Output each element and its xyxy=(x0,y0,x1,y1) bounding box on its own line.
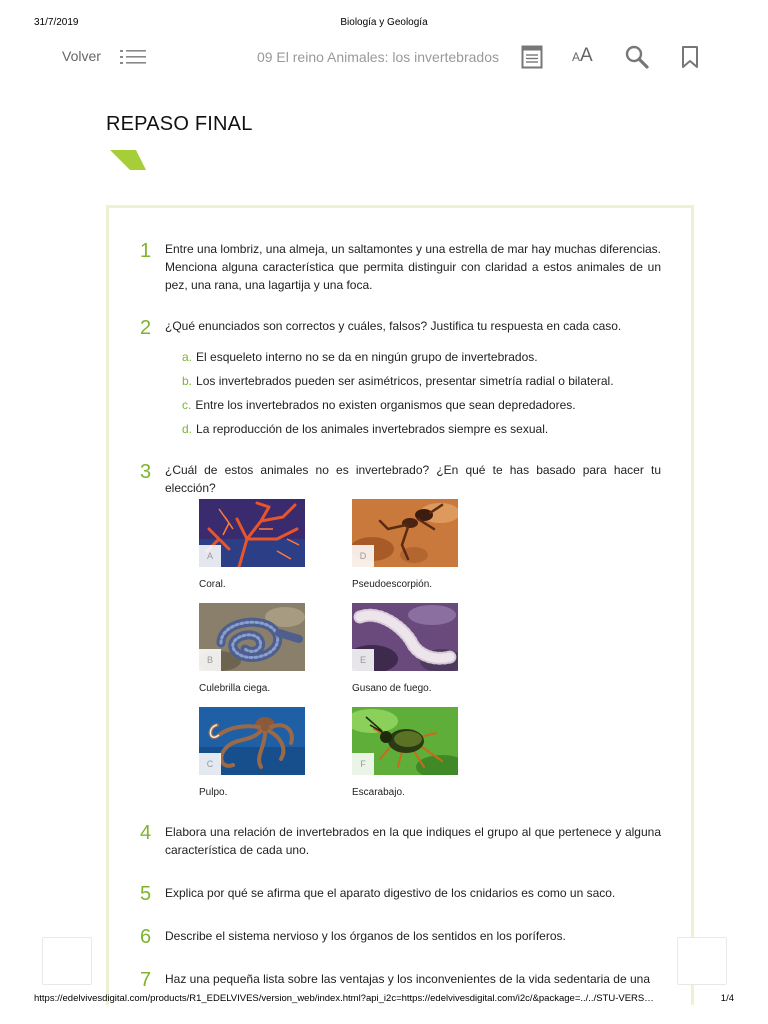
blind-worm-lizard-photo xyxy=(199,603,305,671)
photo-letter: D xyxy=(352,545,374,567)
photo-letter: B xyxy=(199,649,221,671)
print-title: Biología y Geología xyxy=(340,17,428,28)
question-text: Elabora una relación de invertebrados en la que indiques el grupo al que pertenece y alguna característica de cada uno. xyxy=(165,825,661,857)
question-text: ¿Cuál de estos animales no es invertebrado? ¿En qué te has basado para hacer tu elección? xyxy=(165,463,661,495)
option-text: El esqueleto interno no se da en ningún grupo de invertebrados. xyxy=(196,350,538,364)
question-number: 5 xyxy=(140,883,152,905)
question-text: ¿Qué enunciados son correctos y cuáles, falsos? Justifica tu respuesta en cada caso. xyxy=(165,319,622,333)
option-letter: a. xyxy=(182,350,193,364)
option-letter: c. xyxy=(182,398,192,412)
pseudoscorpion-photo xyxy=(352,499,458,567)
option-item xyxy=(182,398,576,412)
section-title: REPASO FINAL xyxy=(106,113,253,135)
font-size-big-label: A xyxy=(580,45,593,66)
print-date: 31/7/2019 xyxy=(34,17,79,28)
photo-letter: A xyxy=(199,545,221,567)
option-text: Los invertebrados pueden ser asimétricos, presentar simetría radial o bilateral. xyxy=(196,374,614,388)
question-number: 7 xyxy=(140,969,152,991)
title-accent-shape xyxy=(110,150,146,170)
bookmark-icon[interactable] xyxy=(680,45,700,69)
previous-page-button[interactable] xyxy=(42,937,92,985)
option-item xyxy=(182,422,548,436)
question-number: 3 xyxy=(140,461,152,483)
print-page-number: 1/4 xyxy=(720,993,734,1004)
unit-title: 09 El reino Animales: los invertebrados xyxy=(256,49,499,65)
font-size-button[interactable] xyxy=(572,45,593,67)
option-text: La reproducción de los animales invertebrados siempre es sexual. xyxy=(196,422,549,436)
question-number: 1 xyxy=(140,240,152,262)
photo-letter: C xyxy=(199,753,221,775)
print-url: https://edelvivesdigital.com/products/R1_EDELVIVES/version_web/index.html?api_i2c=https://edelvivesdigital.com/i2c/&package=../../STU-VERS… xyxy=(34,993,654,1004)
question-number: 6 xyxy=(140,926,152,948)
question-text: Describe el sistema nervioso y los órganos de los sentidos en los poríferos. xyxy=(165,929,566,943)
photo-letter: F xyxy=(352,753,374,775)
beetle-photo xyxy=(352,707,458,775)
search-icon[interactable] xyxy=(624,44,650,70)
font-size-small-label: A xyxy=(572,50,581,64)
coral-photo xyxy=(199,499,305,567)
fireworm-photo xyxy=(352,603,458,671)
next-page-button[interactable] xyxy=(677,937,727,985)
photo-caption: Gusano de fuego. xyxy=(352,683,432,694)
photo-caption: Escarabajo. xyxy=(352,787,405,798)
photo-caption: Culebrilla ciega. xyxy=(199,683,271,694)
octopus-photo xyxy=(199,707,305,775)
question-number: 2 xyxy=(140,317,152,339)
question-text: Explica por qué se afirma que el aparato digestivo de los cnidarios es como un saco. xyxy=(165,886,616,900)
option-item xyxy=(182,350,538,364)
list-icon[interactable] xyxy=(120,48,146,66)
photo-caption: Coral. xyxy=(199,579,226,590)
page-view-icon[interactable] xyxy=(521,45,543,69)
option-text: Entre los invertebrados no existen organismos que sean depredadores. xyxy=(195,398,576,412)
photo-caption: Pulpo. xyxy=(199,787,228,798)
question-text: Entre una lombriz, una almeja, un saltamontes y una estrella de mar hay muchas diferencias. Menciona alguna característica que permita distinguir con claridad a estos animales de un pez, una rana, una lagartija y una foca. xyxy=(165,242,661,292)
option-letter: b. xyxy=(182,374,193,388)
photo-caption: Pseudoescorpión. xyxy=(352,579,433,590)
back-button[interactable]: Volver xyxy=(62,48,101,64)
photo-letter: E xyxy=(352,649,374,671)
option-item xyxy=(182,374,614,388)
question-number: 4 xyxy=(140,822,152,844)
option-letter: d. xyxy=(182,422,193,436)
question-text: Haz una pequeña lista sobre las ventajas y los inconvenientes de la vida sedentaria de una xyxy=(165,972,650,986)
